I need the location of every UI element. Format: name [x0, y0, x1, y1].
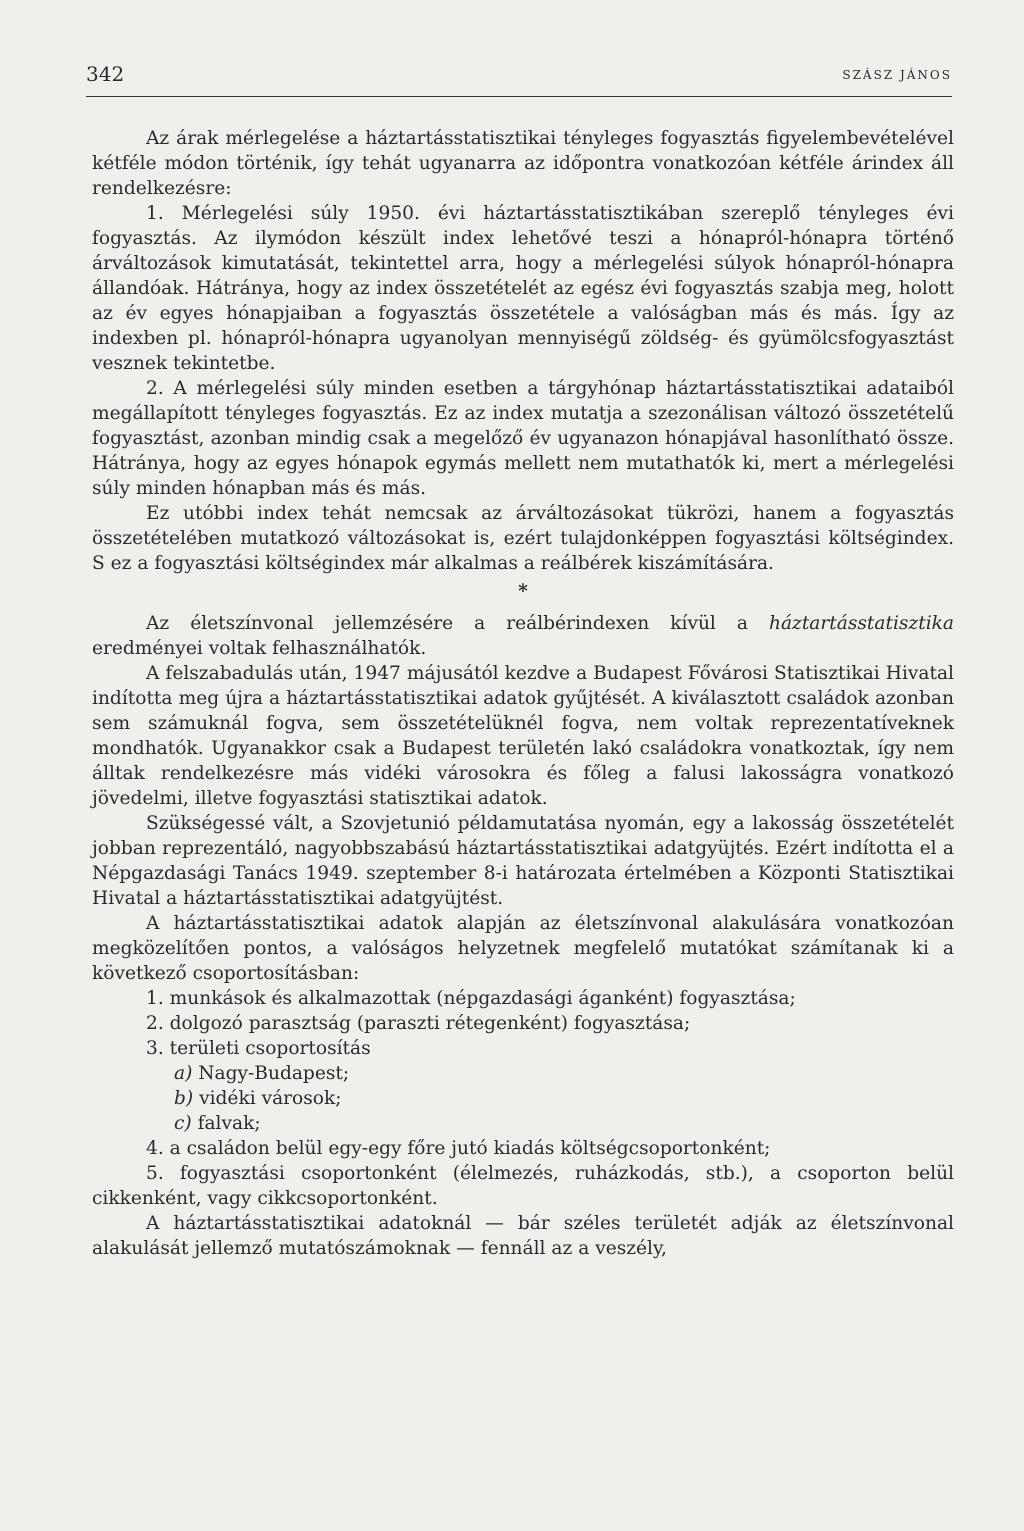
list-item: 5. fogyasztási csoportonként (élelmezés, ruházkodás, stb.), a csoporton belül cikkenként, vagy cikkcsoportonként. [92, 1163, 954, 1209]
sub-item-text: vidéki városok; [193, 1088, 342, 1109]
sub-item-marker: a) [174, 1063, 193, 1084]
list-item: 1. munkások és alkalmazottak (népgazdasági áganként) fogyasztása; [146, 988, 796, 1009]
list-item: 2. dolgozó parasztság (paraszti rétegenként) fogyasztása; [146, 1013, 691, 1034]
paragraph: 2. A mérlegelési súly minden esetben a tárgyhónap háztartásstatisztikai adataiból megállapított tényleges fogyasztás. Ez az index mutatja a szezonálisan változó összetételű fogyasztást, azonban mindig csak a megelőző év ugyanazon hónapjával hasonlítható össze. Hátránya, hogy az egyes hónapok egymás mellett nem mutathatók ki, mert a mérlegelési súly minden hónapban más és más. [92, 378, 954, 499]
list-item: 4. a családon belül egy-egy főre jutó kiadás költségcsoportonként; [146, 1138, 771, 1159]
paragraph [92, 611, 954, 661]
page-number: 342 [86, 62, 125, 86]
paragraph-text: Az életszínvonal jellemzésére a reálbérindexen kívül a [146, 613, 769, 634]
paragraph: A háztartásstatisztikai adatoknál — bár széles területét adják az életszínvonal alakulását jellemző mutatószámoknak — fennáll az a veszély, [92, 1213, 954, 1259]
sub-item-marker: c) [174, 1113, 192, 1134]
page-header [86, 62, 952, 97]
running-head-author: SZÁSZ JÁNOS [842, 68, 952, 82]
list-item: 3. területi csoportosítás [146, 1038, 371, 1059]
paragraph-text: eredményei voltak felhasználhatók. [92, 638, 427, 659]
emphasized-term: háztartásstatisztika [768, 613, 954, 634]
body-text [92, 126, 954, 1261]
paragraph: Szükségessé vált, a Szovjetunió példamutatása nyomán, egy a lakosság összetételét jobban reprezentáló, nagyobbszabású háztartásstatisztikai adatgyüjtés. Ezért indította el a Népgazdasági Tanács 1949. szeptember 8-i határozata értelmében a Központi Statisztikai Hivatal a háztartásstatisztikai adatgyüjtést. [92, 813, 954, 909]
section-separator: * [518, 581, 528, 602]
paragraph: Az árak mérlegelése a háztartásstatisztikai tényleges fogyasztás figyelembevételével kétféle módon történik, így tehát ugyanarra az időpontra vonatkozóan kétféle árindex áll rendelkezésre: [92, 128, 954, 199]
paragraph: 1. Mérlegelési súly 1950. évi háztartásstatisztikában szereplő tényleges évi fogyasztás. Az ilymódon készült index lehetővé teszi a hónapról-hónapra történő árváltozások kimutatását, tekintettel arra, hogy a mérlegelési súlyok hónapról-hónapra állandóak. Hátránya, hogy az index összetételét az egész évi fogyasztás szabja meg, holott az év egyes hónapjaiban a fogyasztás összetétele a valóságban más és más. Így az indexben pl. hónapról-hónapra ugyanolyan mennyiségű zöldség- és gyümölcsfogyasztást vesznek tekintetbe. [92, 203, 954, 374]
sub-list-item [92, 1086, 954, 1111]
sub-item-text: falvak; [191, 1113, 261, 1134]
sub-item-marker: b) [174, 1088, 194, 1109]
sub-list-item [92, 1111, 954, 1136]
paragraph: A háztartásstatisztikai adatok alapján az életszínvonal alakulására vonatkozóan megközelítően pontos, a valóságos helyzetnek megfelelő mutatókat számítanak ki a következő csoportosításban: [92, 913, 954, 984]
sub-list-item [92, 1061, 954, 1086]
paragraph: Ez utóbbi index tehát nemcsak az árváltozásokat tükrözi, hanem a fogyasztás összetételében mutatkozó változásokat is, ezért tulajdonképpen fogyasztási költségindex. S ez a fogyasztási költségindex már alkalmas a reálbérek kiszámítására. [92, 503, 954, 574]
paragraph: A felszabadulás után, 1947 májusától kezdve a Budapest Fővárosi Statisztikai Hivatal indította meg újra a háztartásstatisztikai adatok gyűjtését. A kiválasztott családok azonban sem számuknál fogva, sem összetételüknél fogva, nem voltak reprezentatíveknek mondhatók. Ugyanakkor csak a Budapest területén lakó családokra vonatkoztak, így nem álltak rendelkezésre más vidéki városokra és főleg a falusi lakosságra vonatkozó jövedelmi, illetve fogyasztási statisztikai adatok. [92, 663, 954, 809]
sub-item-text: Nagy-Budapest; [192, 1063, 350, 1084]
